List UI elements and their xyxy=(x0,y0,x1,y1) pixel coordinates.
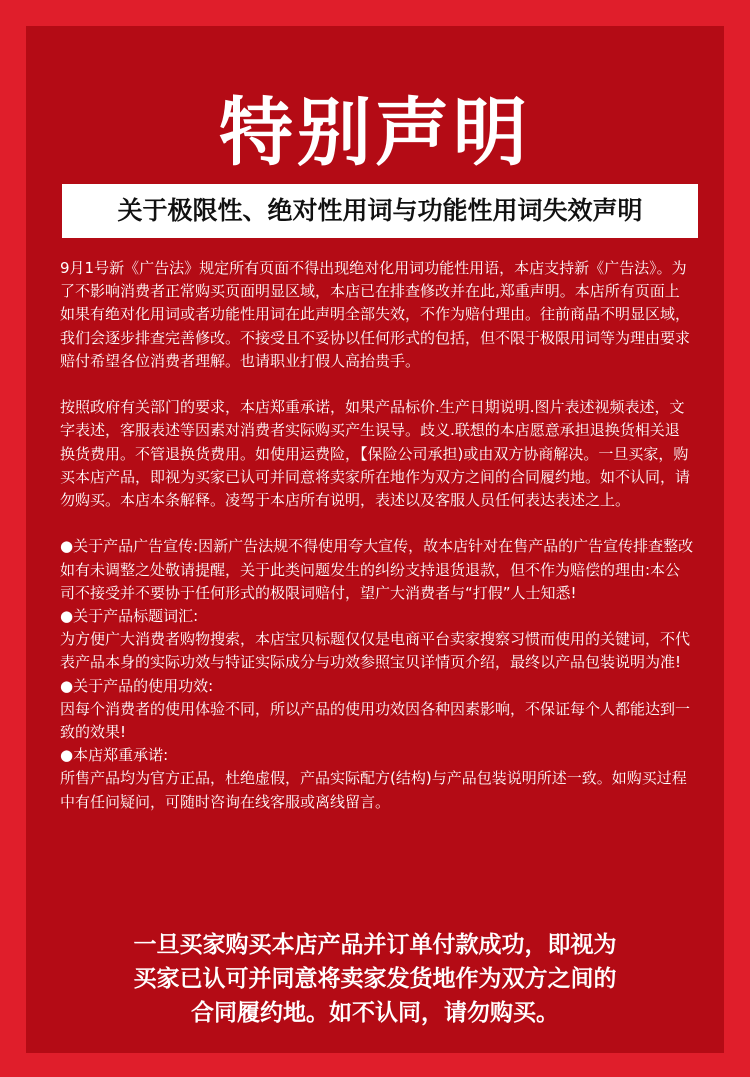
subtitle-text: 关于极限性、绝对性用词与功能性用词失效声明 xyxy=(117,196,643,225)
closing-line: 合同履约地。如不认同，请勿购买。 xyxy=(191,1000,559,1026)
closing-line: 买家已认可并同意将卖家发货地作为双方之间的 xyxy=(133,966,617,992)
page-title: 特别声明 xyxy=(219,90,531,176)
section-advertising: ●关于产品广告宣传:因新广告法规不得使用夸大宣传，故本店针对在售产品的广告宣传排查整改如有未调整之处敬请提醒，关于此类问题发生的纠纷支持退货退款，但不作为赔偿的理由:本公司不接受并不要协于任何形式的极限词赔付，望广大消费者与“打假”人士知悉! xyxy=(60,537,694,602)
section-title-keywords-heading: ●关于产品标题词汇: xyxy=(60,607,199,626)
paragraph-gap xyxy=(60,512,694,535)
paragraph-commitment: 按照政府有关部门的要求，本店郑重承诺，如果产品标价.生产日期说明.图片表述视频表述，文字表述，客服表述等因素对消费者实际购买产生误导。歧义.联想的本店愿意承担退换货相关退换货费用。不管退换货费用。如使用运费险，【保险公司承担)或由双方协商解决。一旦买家，购买本店产品，即视为买家已认可并同意将卖家所在地作为双方之间的合同履约地。如不认同，请勿购买。本店本条解释。凌驾于本店所有说明，表述以及客服人员任何表达表述之上。 xyxy=(60,398,691,510)
paragraph-gap xyxy=(60,373,694,396)
statement-body xyxy=(60,257,694,814)
section-promise-heading: ●本店郑重承诺: xyxy=(60,746,169,765)
section-promise-body: 所售产品均为官方正品，杜绝虚假，产品实际配方(结构)与产品包装说明所述一致。如购买过程中有任问疑问，可随时咨询在线客服或离线留言。 xyxy=(60,769,687,811)
section-efficacy-body: 因每个消费者的使用体验不同，所以产品的使用功效因各种因素影响，不保证每个人都能达到一致的效果! xyxy=(60,699,691,742)
notice-panel xyxy=(26,26,724,1053)
subtitle-banner xyxy=(62,184,698,238)
closing-statement xyxy=(26,928,724,1030)
section-efficacy-heading: ●关于产品的使用功效: xyxy=(60,676,214,695)
section-title-keywords-body: 为方便广大消费者购物搜索，本店宝贝标题仅仅是电商平台卖家搜察习惯而使用的关键词，不代表产品本身的实际功效与特证实际成分与功效参照宝贝详情页介绍，最终以产品包装说明为准! xyxy=(60,630,691,672)
paragraph-advertising-law: 9月1号新《广告法》规定所有页面不得出现绝对化用词功能性用语，本店支持新《广告法》。为了不影响消费者正常购买页面明显区域，本店已在排查修改并在此,郑重声明。本店所有页面上如果有绝对化用词或者功能性用词在此声明全部失效，不作为赔付理由。往前商品不明显区域，我们会逐步排查完善修改。不接受且不妥协以任何形式的包括，但不限于极限用词等为理由要求赔付希望各位消费者理解。也请职业打假人高抬贵手。 xyxy=(60,259,691,370)
closing-line: 一旦买家购买本店产品并订单付款成功，即视为 xyxy=(133,932,617,958)
